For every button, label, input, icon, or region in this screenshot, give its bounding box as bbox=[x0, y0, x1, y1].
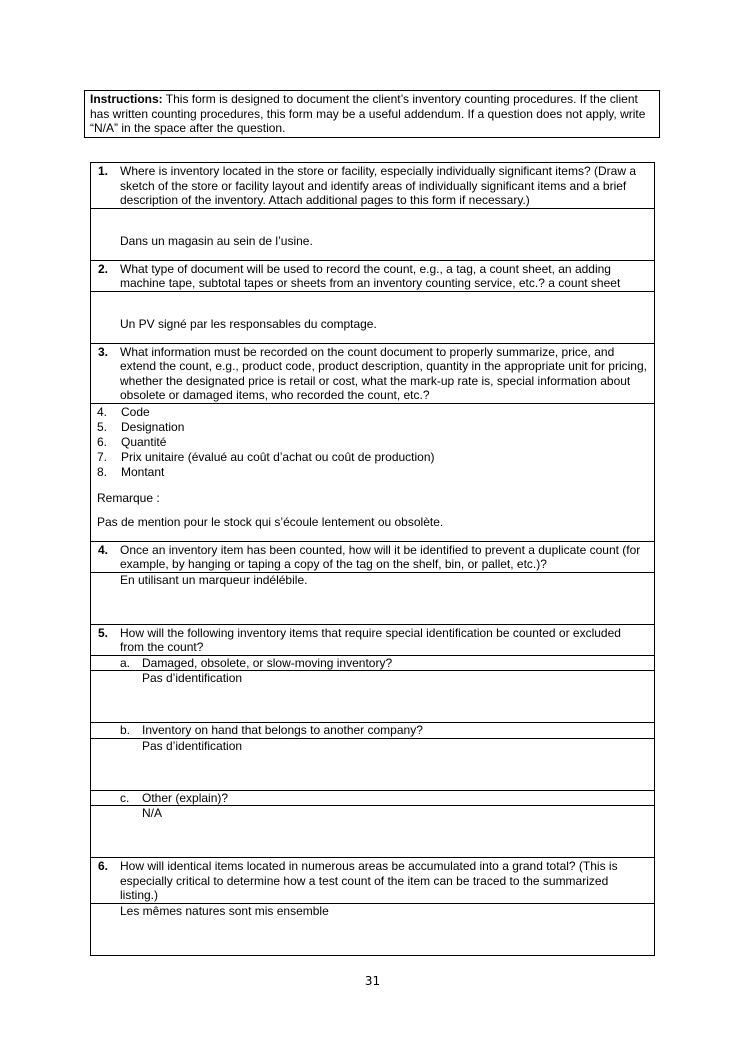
q6-answer-cell[interactable] bbox=[91, 903, 655, 955]
q3-number: 3. bbox=[98, 344, 109, 359]
q1-answer: Dans un magasin au sein de l’usine. bbox=[120, 233, 313, 248]
q5c-answer: N/A bbox=[142, 806, 163, 820]
q1-answer-cell[interactable] bbox=[91, 208, 655, 260]
q2-row bbox=[91, 260, 655, 291]
q5-number: 5. bbox=[98, 625, 109, 640]
q3-answer-row bbox=[91, 403, 655, 541]
list-item-text: Code bbox=[121, 404, 150, 419]
list-item bbox=[97, 450, 648, 465]
q5a-letter: a. bbox=[120, 655, 131, 670]
q6-cell bbox=[91, 858, 655, 904]
q6-row bbox=[91, 858, 655, 904]
q2-answer-row bbox=[91, 291, 655, 343]
q6-answer-row bbox=[91, 903, 655, 955]
q5-cell bbox=[91, 624, 655, 655]
q5-row bbox=[91, 624, 655, 655]
q3-cell bbox=[91, 343, 655, 403]
q2-cell bbox=[91, 260, 655, 291]
q5c-row bbox=[91, 790, 655, 806]
q5-question: How will the following inventory items that require special identification be counted or excluded from the count? bbox=[120, 625, 621, 654]
q5b-letter: b. bbox=[120, 723, 131, 737]
list-item bbox=[97, 405, 648, 420]
list-item-number: 5. bbox=[97, 419, 108, 434]
q5b-answer: Pas d’identification bbox=[142, 738, 243, 753]
q5a-row bbox=[91, 655, 655, 671]
remark-text: Pas de mention pour le stock qui s’écoule lentement ou obsolète. bbox=[97, 515, 444, 530]
q3-question: What information must be recorded on the count document to properly summarize, price, and extend the count, e.g., product code, product description, quantity in the appropriate unit for pricing, whether the designated price is retail or cost, what the mark-up rate is, special information about obsolete or damaged items, who recorded the count, etc.? bbox=[120, 344, 647, 402]
q5b-answer-row bbox=[91, 738, 655, 790]
q2-answer-cell[interactable] bbox=[91, 291, 655, 343]
q2-number: 2. bbox=[98, 261, 109, 276]
q5a-answer-cell[interactable] bbox=[91, 671, 655, 723]
q5c-letter: c. bbox=[120, 790, 130, 805]
q5b-row bbox=[91, 723, 655, 739]
list-item-number: 6. bbox=[97, 434, 108, 449]
list-item-text: Designation bbox=[121, 419, 185, 434]
q5b-question: Inventory on hand that belongs to another company? bbox=[142, 723, 423, 737]
instructions-label: Instructions: bbox=[90, 92, 163, 106]
list-item-number: 7. bbox=[97, 450, 108, 465]
q1-number: 1. bbox=[98, 164, 109, 178]
q5c-answer-row bbox=[91, 806, 655, 858]
q4-answer: En utilisant un marqueur indélébile. bbox=[120, 572, 308, 587]
q5a-cell bbox=[91, 655, 655, 671]
q4-row bbox=[91, 541, 655, 572]
q5c-answer-cell[interactable] bbox=[91, 806, 655, 858]
q5b-cell bbox=[91, 723, 655, 739]
q4-question: Once an inventory item has been counted, how will it be identified to prevent a duplicate count (for example, by hanging or taping a copy of the tag on the shelf, bin, or pallet, etc.)? bbox=[120, 542, 641, 571]
instructions-text: This form is designed to document the client’s inventory counting procedures. If the client has written counting procedures, this form may be a useful addendum. If a question does not apply, write “N/A” in the space after the question. bbox=[90, 92, 646, 135]
list-item bbox=[97, 465, 648, 480]
q5c-cell bbox=[91, 790, 655, 806]
q3-row bbox=[91, 343, 655, 403]
inventory-questionnaire bbox=[90, 162, 655, 956]
page-number: 31 bbox=[364, 974, 381, 988]
q3-answer bbox=[91, 404, 654, 530]
q6-question: How will identical items located in numerous areas be accumulated into a grand total? (This is especially critical to determine how a test count of the item can be traced to the summarized listing.) bbox=[120, 859, 618, 902]
q5a-question: Damaged, obsolete, or slow-moving inventory? bbox=[142, 655, 393, 670]
q4-answer-cell[interactable] bbox=[91, 572, 655, 624]
q5b-answer-cell[interactable] bbox=[91, 738, 655, 790]
q5a-answer-row bbox=[91, 671, 655, 723]
q5c-question: Other (explain)? bbox=[142, 790, 229, 805]
remark-label: Remarque : bbox=[97, 490, 160, 505]
list-item-number: 4. bbox=[97, 404, 108, 419]
list-item-text: Quantité bbox=[121, 434, 167, 449]
q6-answer: Les mêmes natures sont mis ensemble bbox=[120, 903, 329, 918]
list-item bbox=[97, 435, 648, 450]
list-item-number: 8. bbox=[97, 465, 108, 480]
q3-answer-cell[interactable] bbox=[91, 403, 655, 541]
q4-cell bbox=[91, 541, 655, 572]
q2-question: What type of document will be used to record the count, e.g., a tag, a count sheet, an adding machine tape, subtotal tapes or sheets from an inventory counting service, etc.? a count sheet bbox=[120, 261, 621, 290]
q4-answer-row bbox=[91, 572, 655, 624]
q4-number: 4. bbox=[98, 542, 109, 557]
instructions-box bbox=[84, 90, 660, 138]
q6-number: 6. bbox=[98, 859, 109, 873]
q1-cell bbox=[91, 163, 655, 209]
q2-answer: Un PV signé par les responsables du comptage. bbox=[120, 316, 377, 331]
list-item-text: Montant bbox=[121, 465, 165, 480]
q1-question: Where is inventory located in the store or facility, especially individually significant items? (Draw a sketch of the store or facility layout and identify areas of individually significant items and a brief description of the inventory. Attach additional pages to this form if necessary.) bbox=[120, 164, 636, 207]
list-item bbox=[97, 420, 648, 435]
list-item-text: Prix unitaire (évalué au coût d’achat ou coût de production) bbox=[121, 450, 435, 465]
q5a-answer: Pas d’identification bbox=[142, 671, 243, 685]
q1-row bbox=[91, 163, 655, 209]
q1-answer-row bbox=[91, 208, 655, 260]
